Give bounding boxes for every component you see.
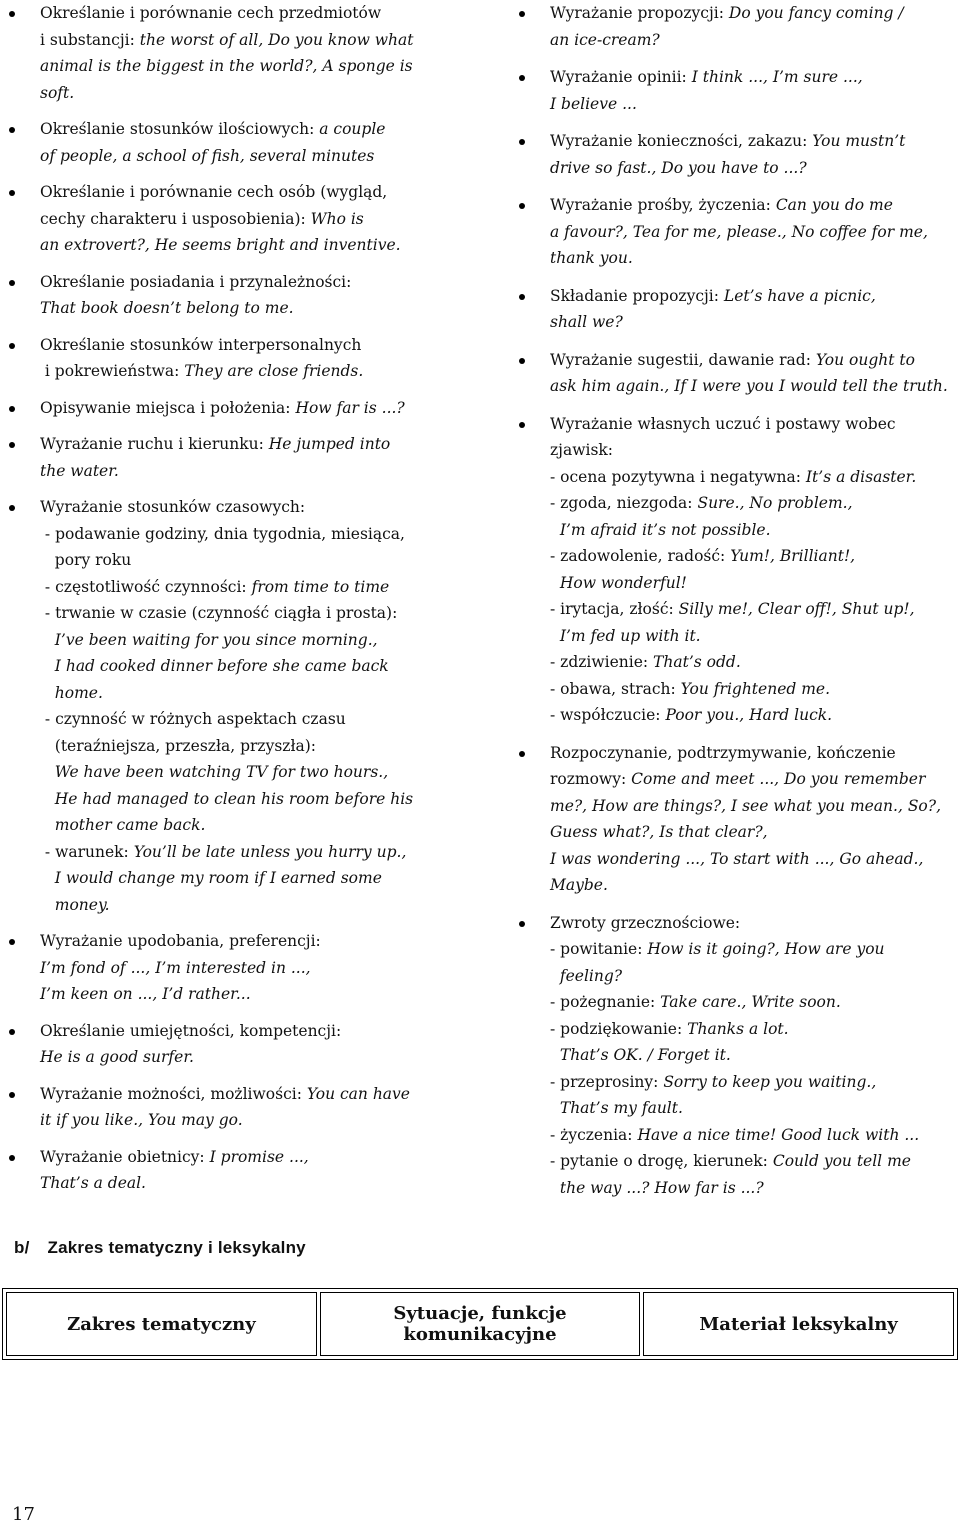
item-example: I was wondering ..., To start with ..., Go ahead.,: [550, 849, 924, 868]
item-example: It’s a disaster.: [805, 467, 917, 486]
item-line: [40, 80, 453, 107]
item-example: How wonderful!: [559, 573, 687, 592]
item-example: I had cooked dinner before she came back: [54, 657, 389, 675]
item-line: [550, 373, 954, 400]
item-example: Could you tell me: [772, 1152, 911, 1170]
item-line: [40, 892, 453, 919]
item-label: - pożegnanie:: [550, 993, 661, 1011]
item-example: Guess what?, Is that clear?,: [550, 823, 768, 841]
item-label: Określanie stosunków interpersonalnych: [40, 335, 362, 354]
item-line: [40, 521, 453, 548]
item-line: [40, 1107, 453, 1134]
item-line: [550, 91, 954, 118]
item-line: [40, 865, 453, 892]
table-header-cell: Sytuacje, funkcje komunikacyjne: [320, 1292, 640, 1356]
item-line: [550, 464, 954, 491]
item-line: [40, 295, 453, 322]
item-label: [550, 1046, 560, 1064]
item-example: I’m fed up with it.: [559, 626, 701, 645]
list-item: [518, 411, 954, 729]
bullet-icon: [9, 127, 15, 133]
item-example: Thanks a lot.: [687, 1019, 789, 1038]
item-line: [550, 989, 954, 1016]
item-line: [40, 358, 453, 385]
item-label: - irytacja, złość:: [550, 600, 679, 618]
item-label: Wyrażanie obietnicy:: [40, 1147, 210, 1166]
item-line: [550, 793, 954, 820]
item-line: [550, 309, 954, 336]
item-example: I’m fond of ..., I’m interested in ...,: [40, 958, 311, 977]
item-example: an ice-cream?: [550, 30, 660, 49]
item-label: - podziękowanie:: [550, 1019, 688, 1038]
item-example: Silly me!, Clear off!, Shut up!,: [678, 600, 915, 618]
item-example: I’m afraid it’s not possible.: [559, 520, 771, 539]
item-line: [550, 192, 954, 219]
item-example: We have been watching TV for two hours.,: [54, 763, 389, 781]
item-line: [550, 676, 954, 703]
item-line: [550, 0, 954, 27]
item-line: [40, 653, 453, 680]
item-line: [40, 928, 453, 955]
item-example: soft.: [40, 83, 75, 102]
item-example: the worst of all, Do you know what: [139, 30, 414, 49]
list-item: [8, 332, 453, 385]
list-item: [518, 192, 954, 272]
item-line: [40, 759, 453, 786]
list-item: [8, 269, 453, 322]
item-example: ask him again., If I were you I would tell the truth.: [550, 377, 948, 395]
item-example: How far is ...?: [295, 398, 405, 417]
item-example: home.: [54, 683, 103, 702]
bullet-icon: [9, 1029, 15, 1035]
item-label: Zwroty grzecznościowe:: [550, 913, 741, 932]
item-example: the water.: [40, 461, 119, 480]
item-label: [40, 869, 55, 887]
item-example: You’ll be late unless you hurry up.,: [133, 842, 407, 861]
item-line: [550, 936, 954, 963]
item-line: [40, 494, 453, 521]
section-title-text: Zakres tematyczny i leksykalny: [47, 1238, 306, 1257]
item-line: [40, 0, 453, 27]
item-example: He is a good surfer.: [40, 1048, 194, 1066]
list-item: [518, 128, 954, 181]
item-example: I would change my room if I earned some: [54, 869, 382, 887]
item-label: rozmowy:: [550, 770, 632, 788]
bullet-icon: [9, 442, 15, 448]
item-example: Poor you., Hard luck.: [665, 706, 833, 724]
item-label: Określanie stosunków ilościowych:: [40, 120, 320, 138]
item-line: [40, 1044, 453, 1071]
item-example: Do you fancy coming /: [728, 4, 904, 22]
item-example: That’s odd.: [653, 653, 741, 671]
item-label: - ocena pozytywna i negatywna:: [550, 467, 806, 486]
item-line: [40, 786, 453, 813]
item-line: [40, 179, 453, 206]
item-line: [550, 846, 954, 873]
bullet-icon: [519, 751, 525, 757]
item-label: [40, 896, 55, 914]
item-example: shall we?: [550, 313, 623, 331]
item-line: [550, 64, 954, 91]
item-line: [550, 219, 954, 246]
item-label: Wyrażanie ruchu i kierunku:: [40, 435, 269, 453]
item-example: I’m keen on ..., I’d rather...: [40, 985, 251, 1003]
item-line: [40, 395, 453, 422]
item-example: Sure., No problem.,: [697, 494, 853, 512]
item-example: Who is: [310, 209, 364, 228]
item-line: [550, 27, 954, 54]
item-line: [550, 649, 954, 676]
item-example: You can have: [306, 1084, 410, 1103]
bullet-icon: [9, 190, 15, 196]
list-item: [8, 179, 453, 259]
item-line: [550, 740, 954, 767]
item-line: [40, 706, 453, 733]
item-line: [40, 600, 453, 627]
section-heading: [14, 1238, 306, 1258]
item-line: [550, 623, 954, 650]
item-example: it if you like., You may go.: [40, 1111, 243, 1129]
item-line: [550, 570, 954, 597]
item-label: - obawa, strach:: [550, 679, 681, 698]
list-item: [518, 0, 954, 53]
item-label: - pytanie o drogę, kierunek:: [550, 1152, 773, 1170]
item-line: [40, 1081, 453, 1108]
item-example: a couple: [319, 120, 386, 138]
item-example: You frightened me.: [680, 679, 831, 698]
item-example: Sorry to keep you waiting.,: [663, 1072, 877, 1091]
item-example: You ought to: [815, 350, 915, 369]
item-label: Określanie umiejętności, kompetencji:: [40, 1021, 342, 1040]
item-example: That’s OK. / Forget it.: [559, 1046, 731, 1064]
item-line: [550, 872, 954, 899]
bullet-icon: [9, 343, 15, 349]
item-example: Let’s have a picnic,: [723, 286, 876, 305]
list-item: [8, 431, 453, 484]
list-item: [8, 116, 453, 169]
item-label: - przeprosiny:: [550, 1072, 664, 1091]
item-label: Określanie posiadania i przynależności:: [40, 272, 352, 291]
item-line: [550, 128, 954, 155]
table-header-cell: Zakres tematyczny: [6, 1292, 317, 1356]
item-line: [40, 839, 453, 866]
bullet-icon: [519, 203, 525, 209]
item-example: I’ve been waiting for you since morning.,: [54, 630, 378, 649]
item-label: - podawanie godziny, dnia tygodnia, miesiąca,: [40, 524, 405, 543]
item-label: - częstotliwość czynności:: [40, 577, 252, 596]
item-label: [550, 1179, 560, 1197]
item-line: [40, 431, 453, 458]
item-label: Określanie i porównanie cech przedmiotów: [40, 4, 382, 22]
item-line: [550, 347, 954, 374]
item-label: Wyrażanie propozycji:: [550, 4, 729, 22]
list-item: [8, 1144, 453, 1197]
bullet-icon: [519, 358, 525, 364]
item-example: Come and meet ..., Do you remember: [631, 770, 926, 788]
right-bullet-list: [518, 0, 954, 1201]
item-line: [40, 232, 453, 259]
item-line: [550, 543, 954, 570]
item-example: animal is the biggest in the world?, A sponge is: [40, 57, 413, 75]
list-item: [8, 395, 453, 422]
item-example: money.: [54, 895, 110, 914]
item-line: [550, 1095, 954, 1122]
item-line: [40, 332, 453, 359]
bullet-icon: [9, 505, 15, 511]
item-line: [40, 1170, 453, 1197]
bullet-icon: [9, 1092, 15, 1098]
item-line: [40, 269, 453, 296]
item-line: [40, 733, 453, 760]
item-line: [40, 680, 453, 707]
item-line: [550, 910, 954, 937]
item-label: [40, 684, 55, 702]
item-example: feeling?: [559, 966, 623, 985]
item-example: Can you do me: [775, 196, 893, 214]
item-label: [550, 1099, 560, 1117]
item-line: [40, 206, 453, 233]
item-example: Take care., Write soon.: [660, 993, 841, 1011]
item-label: Wyrażanie sugestii, dawanie rad:: [550, 350, 816, 369]
item-label: cechy charakteru i usposobienia):: [40, 209, 311, 228]
list-item: [8, 1081, 453, 1134]
left-bullet-list: [8, 0, 453, 1197]
bullet-icon: [519, 75, 525, 81]
item-example: Have a nice time! Good luck with ...: [637, 1125, 920, 1144]
item-line: [40, 53, 453, 80]
section-marker: b/: [14, 1238, 30, 1257]
page-number: 17: [12, 1504, 35, 1525]
item-example: mother came back.: [54, 816, 206, 834]
item-example: That book doesn’t belong to me.: [40, 299, 294, 317]
bullet-icon: [519, 11, 525, 17]
item-line: [550, 819, 954, 846]
item-line: [550, 283, 954, 310]
item-example: He jumped into: [268, 435, 391, 453]
item-label: - zdziwienie:: [550, 653, 654, 671]
item-label: [40, 631, 55, 649]
item-label: - czynność w różnych aspektach czasu: [40, 710, 346, 728]
bullet-icon: [519, 294, 525, 300]
item-line: [40, 981, 453, 1008]
list-item: [518, 347, 954, 400]
item-line: [550, 963, 954, 990]
list-item: [518, 740, 954, 899]
item-line: [40, 812, 453, 839]
item-line: [550, 411, 954, 438]
item-example: They are close friends.: [184, 362, 364, 380]
item-line: [40, 116, 453, 143]
bullet-icon: [9, 406, 15, 412]
item-line: [550, 1016, 954, 1043]
item-label: Wyrażanie upodobania, preferencji:: [40, 932, 321, 950]
item-label: Wyrażanie prośby, życzenia:: [550, 196, 776, 214]
item-label: [40, 790, 55, 808]
item-example: Maybe.: [550, 876, 608, 894]
list-item: [518, 910, 954, 1202]
list-item: [518, 64, 954, 117]
item-label: [550, 574, 560, 592]
item-label: [40, 816, 55, 834]
topics-table-header: [2, 1288, 958, 1360]
item-example: thank you.: [550, 249, 633, 267]
item-label: zjawisk:: [550, 441, 614, 459]
table-header-cell: Materiał leksykalny: [643, 1292, 954, 1356]
bullet-icon: [519, 921, 525, 927]
item-label: - współczucie:: [550, 706, 666, 724]
item-line: [550, 245, 954, 272]
item-example: of people, a school of fish, several minutes: [40, 146, 375, 165]
item-line: [550, 702, 954, 729]
right-column: [518, 0, 954, 1212]
item-label: - zgoda, niezgoda:: [550, 494, 698, 512]
item-line: [550, 1122, 954, 1149]
item-example: I promise ...,: [209, 1147, 309, 1166]
item-label: Wyrażanie możności, możliwości:: [40, 1084, 307, 1103]
item-label: Określanie i porównanie cech osób (wygląd,: [40, 183, 388, 201]
item-example: drive so fast., Do you have to ...?: [550, 158, 807, 177]
item-label: Rozpoczynanie, podtrzymywanie, kończenie: [550, 743, 896, 762]
item-line: [550, 1148, 954, 1175]
item-label: [550, 967, 560, 985]
item-line: [550, 1042, 954, 1069]
item-example: I think ..., I’m sure ...,: [691, 68, 863, 86]
item-label: [550, 521, 560, 539]
left-column: [8, 0, 453, 1207]
item-line: [550, 517, 954, 544]
item-example: the way ...? How far is ...?: [559, 1178, 764, 1197]
item-line: [40, 547, 453, 574]
item-label: Wyrażanie stosunków czasowych:: [40, 498, 306, 516]
item-label: [550, 627, 560, 645]
bullet-icon: [519, 139, 525, 145]
item-label: i substancji:: [40, 30, 140, 49]
item-example: He had managed to clean his room before his: [54, 789, 414, 808]
item-label: - trwanie w czasie (czynność ciągła i prosta):: [40, 604, 398, 622]
item-example: How is it going?, How are you: [647, 940, 885, 958]
item-label: i pokrewieństwa:: [40, 362, 185, 380]
item-line: [550, 1175, 954, 1202]
item-label: - powitanie:: [550, 940, 648, 958]
item-label: Wyrażanie opinii:: [550, 68, 692, 86]
item-label: (teraźniejsza, przeszła, przyszła):: [40, 736, 317, 755]
item-label: - zadowolenie, radość:: [550, 547, 731, 565]
item-line: [550, 490, 954, 517]
item-label: pory roku: [40, 551, 132, 569]
list-item: [8, 494, 453, 918]
item-line: [40, 955, 453, 982]
item-label: Wyrażanie własnych uczuć i postawy wobec: [550, 414, 896, 433]
item-example: I believe ...: [550, 94, 637, 113]
item-label: - warunek:: [40, 842, 134, 861]
item-label: Składanie propozycji:: [550, 286, 724, 305]
item-example: a favour?, Tea for me, please., No coffee for me,: [550, 222, 928, 241]
list-item: [8, 1018, 453, 1071]
item-label: Wyrażanie konieczności, zakazu:: [550, 132, 813, 150]
item-label: [40, 763, 55, 781]
item-line: [550, 596, 954, 623]
item-example: from time to time: [251, 577, 390, 596]
item-line: [40, 1144, 453, 1171]
item-line: [550, 155, 954, 182]
bullet-icon: [519, 422, 525, 428]
item-label: Opisywanie miejsca i położenia:: [40, 398, 296, 417]
item-example: me?, How are things?, I see what you mean., So?,: [550, 796, 942, 815]
item-example: You mustn’t: [812, 132, 906, 150]
bullet-icon: [9, 11, 15, 17]
item-example: That’s a deal.: [40, 1174, 146, 1192]
item-line: [40, 458, 453, 485]
bullet-icon: [9, 939, 15, 945]
list-item: [8, 928, 453, 1008]
list-item: [518, 283, 954, 336]
item-line: [40, 143, 453, 170]
item-line: [550, 437, 954, 464]
item-example: Yum!, Brilliant!,: [730, 547, 856, 565]
item-line: [40, 27, 453, 54]
item-line: [550, 766, 954, 793]
list-item: [8, 0, 453, 106]
bullet-icon: [9, 1155, 15, 1161]
item-line: [40, 574, 453, 601]
item-line: [550, 1069, 954, 1096]
item-example: an extrovert?, He seems bright and inventive.: [40, 236, 401, 254]
item-line: [40, 1018, 453, 1045]
item-line: [40, 627, 453, 654]
item-example: That’s my fault.: [559, 1099, 683, 1117]
item-label: - życzenia:: [550, 1125, 638, 1144]
item-label: [40, 657, 55, 675]
bullet-icon: [9, 280, 15, 286]
